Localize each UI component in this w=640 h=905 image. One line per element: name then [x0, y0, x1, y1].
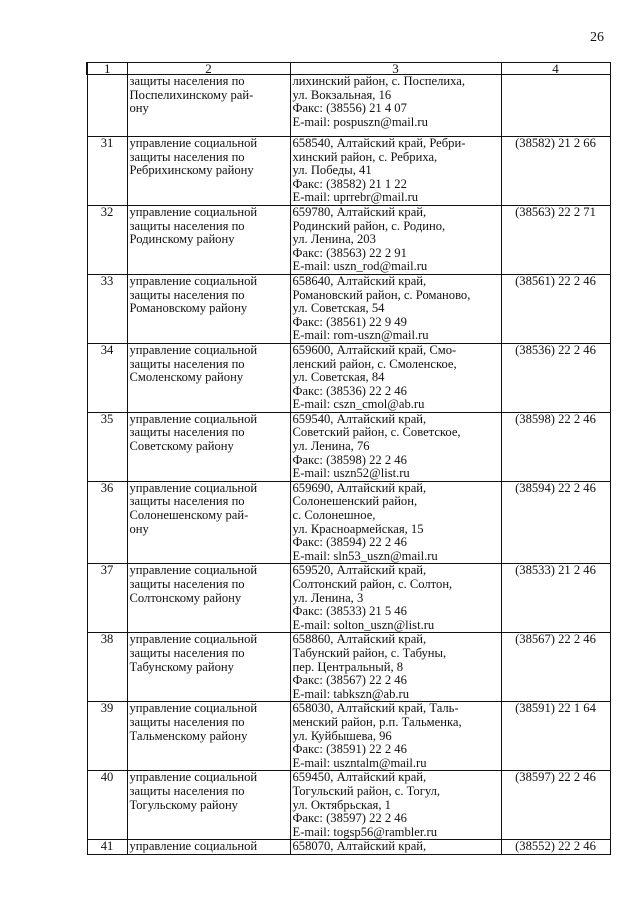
- table-row: [87, 840, 610, 855]
- address-line: E-mail: pospuszn@mail.ru: [292, 114, 428, 129]
- address-line: ул. Советская, 84: [292, 370, 385, 385]
- agency-name-line: ону: [129, 101, 149, 116]
- phone-cell: (38536) 22 2 46: [501, 343, 610, 412]
- address-cell: [290, 205, 501, 274]
- agency-name-line: защиты населения по: [129, 74, 245, 88]
- address-line: хинский район, с. Ребриха,: [292, 149, 438, 164]
- phone-cell: (38561) 22 2 46: [501, 274, 610, 343]
- agency-name-cell: [127, 702, 290, 771]
- address-line: 658030, Алтайский край, Таль-: [292, 701, 459, 716]
- agency-name-line: Тогульскому району: [129, 797, 238, 812]
- table-row: [87, 771, 610, 840]
- address-cell: [290, 840, 501, 855]
- agency-name-line: защиты населения по: [129, 425, 245, 440]
- row-number: 37: [87, 564, 127, 633]
- page-number: 26: [590, 30, 604, 45]
- address-line: ул. Ленина, 3: [292, 590, 364, 605]
- agency-name-line: Поспелихинскому рай-: [129, 87, 254, 102]
- column-number-header-row: [87, 63, 610, 75]
- phone-cell: (38567) 22 2 46: [501, 633, 610, 702]
- phone-cell: (38598) 22 2 46: [501, 412, 610, 481]
- phone-cell: (38582) 21 2 66: [501, 137, 610, 206]
- address-line: 659780, Алтайский край,: [292, 205, 427, 219]
- address-line: Факс: (38594) 22 2 46: [292, 535, 407, 550]
- row-number: 35: [87, 412, 127, 481]
- agency-name-line: Тальменскому району: [129, 728, 248, 743]
- address-line: ул. Красноармейская, 15: [292, 521, 424, 536]
- address-line: Советский район, с. Советское,: [292, 425, 461, 440]
- address-line: Факс: (38561) 22 9 49: [292, 314, 407, 329]
- phone-cell: (38591) 22 1 64: [501, 702, 610, 771]
- address-line: Факс: (38536) 22 2 46: [292, 383, 407, 398]
- row-number: 34: [87, 343, 127, 412]
- address-line: Родинский район, с. Родино,: [292, 218, 446, 233]
- agency-name-line: защиты населения по: [129, 356, 245, 371]
- agency-name-line: ону: [129, 521, 149, 536]
- table-row: [87, 205, 610, 274]
- agency-name-cell: [127, 840, 290, 855]
- row-number: [87, 75, 127, 137]
- address-line: ленский район, с. Смоленское,: [292, 356, 457, 371]
- agency-name-line: защиты населения по: [129, 149, 245, 164]
- address-line: Факс: (38582) 21 1 22: [292, 176, 407, 191]
- phone-cell: (38552) 22 2 46: [501, 840, 610, 855]
- address-line: 659690, Алтайский край,: [292, 481, 427, 495]
- agency-name-line: защиты населения по: [129, 783, 245, 798]
- agency-name-line: Солонешенскому рай-: [129, 508, 249, 523]
- agency-name-line: управление социальной: [129, 632, 258, 647]
- address-line: 658070, Алтайский край,: [292, 839, 427, 854]
- address-line: 658860, Алтайский край,: [292, 632, 427, 647]
- agency-name-line: управление социальной: [129, 839, 258, 854]
- agency-name-cell: [127, 481, 290, 564]
- phone-cell: [501, 75, 610, 137]
- address-line: 659600, Алтайский край, Смо-: [292, 343, 457, 357]
- address-cell: [290, 412, 501, 481]
- agency-name-line: защиты населения по: [129, 645, 245, 660]
- address-line: лихинский район, с. Поспелиха,: [292, 74, 466, 88]
- agency-name-line: управление социальной: [129, 701, 258, 716]
- row-number: 36: [87, 481, 127, 564]
- table-row: [87, 702, 610, 771]
- address-cell: [290, 274, 501, 343]
- address-cell: [290, 702, 501, 771]
- row-number: 39: [87, 702, 127, 771]
- agency-name-cell: [127, 343, 290, 412]
- agency-name-cell: [127, 274, 290, 343]
- agency-name-line: защиты населения по: [129, 714, 245, 729]
- agency-name-cell: [127, 412, 290, 481]
- agency-name-line: защиты населения по: [129, 218, 245, 233]
- address-line: Факс: (38598) 22 2 46: [292, 452, 407, 467]
- table-row: [87, 633, 610, 702]
- agency-name-cell: [127, 137, 290, 206]
- agency-name-line: управление социальной: [129, 343, 258, 357]
- address-cell: [290, 137, 501, 206]
- address-line: E-mail: tabkszn@ab.ru: [292, 686, 410, 701]
- address-cell: [290, 75, 501, 137]
- table-row: [87, 564, 610, 633]
- address-line: 659540, Алтайский край,: [292, 412, 427, 426]
- address-line: 659520, Алтайский край,: [292, 563, 427, 578]
- agency-name-cell: [127, 205, 290, 274]
- table-row: [87, 343, 610, 412]
- column-number-1: 1: [87, 63, 127, 75]
- address-line: пер. Центральный, 8: [292, 659, 404, 674]
- agency-name-line: управление социальной: [129, 481, 258, 495]
- address-line: ул. Вокзальная, 16: [292, 87, 392, 102]
- column-number-2: 2: [127, 63, 290, 75]
- row-number: 31: [87, 137, 127, 206]
- agency-name-line: защиты населения по: [129, 577, 245, 591]
- address-line: E-mail: uszntalm@mail.ru: [292, 755, 427, 770]
- agency-name-line: Родинскому району: [129, 232, 235, 247]
- agency-name-line: управление социальной: [129, 274, 258, 288]
- phone-cell: (38533) 21 2 46: [501, 564, 610, 633]
- agency-name-line: управление социальной: [129, 563, 258, 578]
- row-number: 32: [87, 205, 127, 274]
- address-line: ул. Куйбышева, 96: [292, 728, 392, 743]
- address-line: Солонешенский район,: [292, 494, 418, 509]
- address-line: Солтонский район, с. Солтон,: [292, 577, 453, 591]
- phone-cell: (38597) 22 2 46: [501, 771, 610, 840]
- address-cell: [290, 771, 501, 840]
- address-line: ул. Ленина, 76: [292, 439, 370, 454]
- table-row: [87, 412, 610, 481]
- agency-name-line: Романовскому району: [129, 301, 248, 316]
- row-number: 38: [87, 633, 127, 702]
- social-protection-directory-table: [86, 62, 611, 855]
- table-row: [87, 481, 610, 564]
- phone-cell: (38563) 22 2 71: [501, 205, 610, 274]
- address-line: Тогульский район, с. Тогул,: [292, 783, 441, 798]
- address-line: Факс: (38591) 22 2 46: [292, 742, 407, 757]
- address-line: 658540, Алтайский край, Ребри-: [292, 136, 466, 150]
- address-line: E-mail: togsp56@rambler.ru: [292, 824, 438, 839]
- column-number-4: 4: [501, 63, 610, 75]
- address-line: 659450, Алтайский край,: [292, 770, 427, 785]
- address-line: E-mail: sln53_uszn@mail.ru: [292, 548, 438, 563]
- agency-name-cell: [127, 771, 290, 840]
- agency-name-line: Советскому району: [129, 439, 234, 454]
- row-number: 41: [87, 840, 127, 855]
- row-number: 40: [87, 771, 127, 840]
- address-line: Табунский район, с. Табуны,: [292, 645, 447, 660]
- agency-name-line: защиты населения по: [129, 287, 245, 302]
- address-cell: [290, 633, 501, 702]
- address-line: E-mail: uszn52@list.ru: [292, 466, 410, 481]
- address-line: ул. Октябрьская, 1: [292, 797, 391, 812]
- agency-name-line: Ребрихинскому району: [129, 163, 254, 178]
- address-line: Факс: (38556) 21 4 07: [292, 101, 407, 116]
- address-cell: [290, 343, 501, 412]
- table-row: [87, 137, 610, 206]
- row-number: 33: [87, 274, 127, 343]
- agency-name-line: управление социальной: [129, 205, 258, 219]
- address-line: Романовский район, с. Романово,: [292, 287, 471, 302]
- address-line: ул. Победы, 41: [292, 163, 372, 178]
- address-line: E-mail: rom-uszn@mail.ru: [292, 328, 429, 343]
- address-line: E-mail: solton_uszn@list.ru: [292, 617, 435, 632]
- agency-name-line: управление социальной: [129, 136, 258, 150]
- address-line: ул. Ленина, 203: [292, 232, 376, 247]
- address-line: с. Солонешное,: [292, 508, 376, 523]
- address-cell: [290, 564, 501, 633]
- table-row: [87, 274, 610, 343]
- agency-name-line: Солтонскому району: [129, 590, 242, 605]
- address-line: E-mail: uszn_rod@mail.ru: [292, 259, 428, 274]
- address-line: E-mail: uprrebr@mail.ru: [292, 190, 419, 205]
- agency-name-line: управление социальной: [129, 412, 258, 426]
- phone-cell: (38594) 22 2 46: [501, 481, 610, 564]
- agency-name-line: Табунскому району: [129, 659, 234, 674]
- address-cell: [290, 481, 501, 564]
- column-number-3: 3: [290, 63, 501, 75]
- table-row: [87, 75, 610, 137]
- agency-name-line: защиты населения по: [129, 494, 245, 509]
- address-line: ул. Советская, 54: [292, 301, 385, 316]
- agency-name-cell: [127, 564, 290, 633]
- agency-name-cell: [127, 633, 290, 702]
- agency-name-line: управление социальной: [129, 770, 258, 785]
- address-line: 658640, Алтайский край,: [292, 274, 427, 288]
- address-line: E-mail: cszn_cmol@ab.ru: [292, 397, 425, 412]
- address-line: менский район, р.п. Тальменка,: [292, 714, 462, 729]
- address-line: Факс: (38567) 22 2 46: [292, 673, 407, 688]
- agency-name-cell: [127, 75, 290, 137]
- agency-name-line: Смоленскому району: [129, 370, 244, 385]
- address-line: Факс: (38597) 22 2 46: [292, 811, 407, 826]
- address-line: Факс: (38533) 21 5 46: [292, 604, 407, 619]
- address-line: Факс: (38563) 22 2 91: [292, 245, 407, 260]
